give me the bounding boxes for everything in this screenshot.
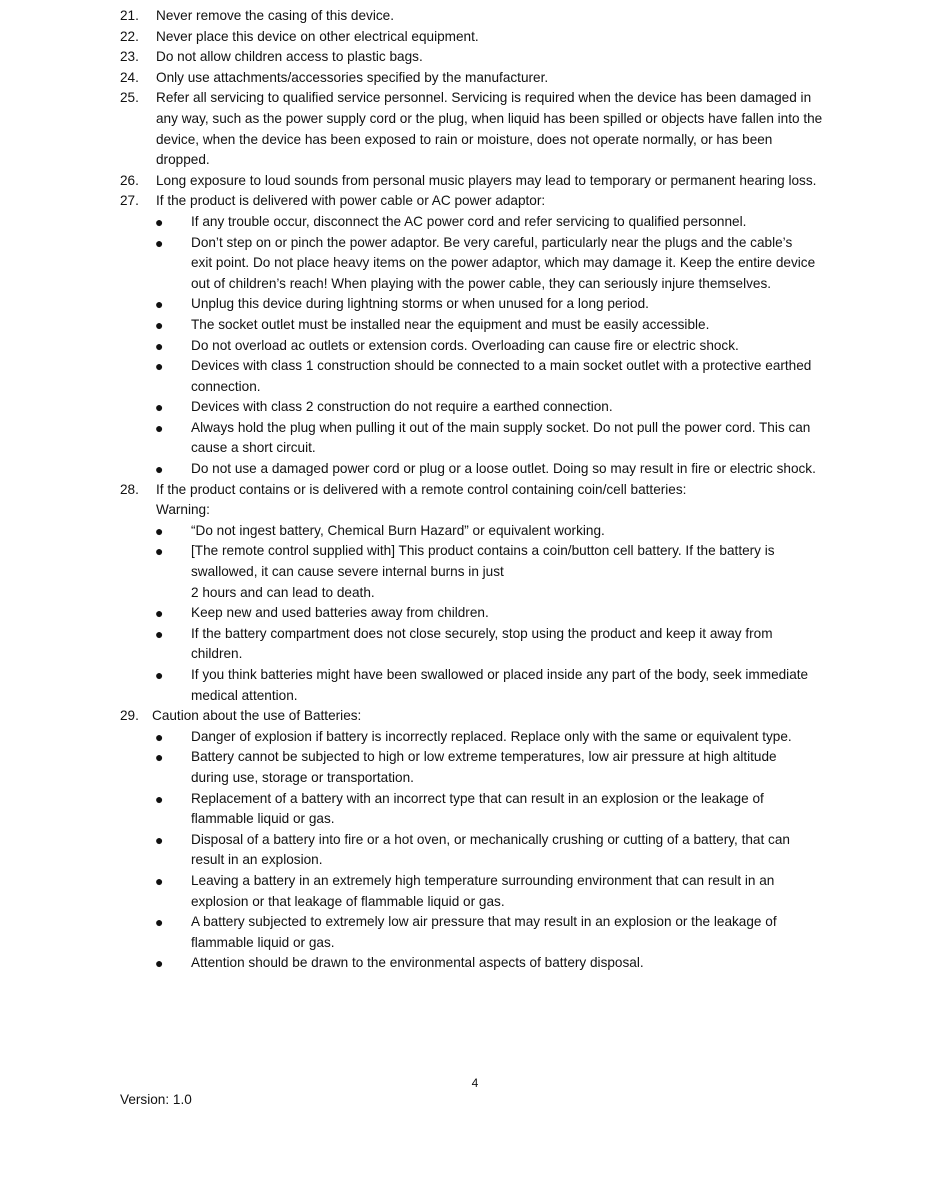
bullet-item-line	[0, 521, 950, 542]
item-number: 22.	[120, 28, 139, 44]
bullet-icon: ●	[155, 728, 164, 745]
item-text: Never remove the casing of this device.	[156, 8, 395, 23]
bullet-icon: ●	[155, 316, 164, 333]
numbered-item-line	[0, 6, 950, 27]
numbered-item-line	[0, 27, 950, 48]
bullet-item-line	[0, 892, 950, 913]
bullet-item-line	[0, 377, 950, 398]
bullet-text: medical attention.	[191, 687, 298, 703]
bullet-icon: ●	[155, 543, 164, 560]
bullet-text: Disposal of a battery into fire or a hot oven, or mechanically crushing or cutting of a battery, that can	[191, 831, 790, 847]
item-number: 23.	[120, 49, 139, 65]
item-number: 24.	[120, 69, 139, 85]
item-text: If the product is delivered with power cable or AC power adaptor:	[156, 193, 546, 209]
bullet-icon: ●	[155, 296, 164, 313]
bullet-item-line	[0, 644, 950, 665]
bullet-item-line	[0, 768, 950, 789]
bullet-item-line	[0, 933, 950, 954]
bullet-text: The socket outlet must be installed near the equipment and must be easily accessible.	[191, 316, 710, 332]
item-text: If the product contains or is delivered with a remote control containing coin/cell batteries:	[156, 481, 687, 497]
numbered-item-line	[0, 150, 950, 171]
bullet-item-line	[0, 871, 950, 892]
bullet-text: flammable liquid or gas.	[191, 934, 335, 950]
bullet-icon: ●	[155, 358, 164, 375]
bullet-item-line	[0, 912, 950, 933]
bullet-text: 2 hours and can lead to death.	[191, 584, 375, 600]
bullet-item-line	[0, 233, 950, 254]
numbered-item-line	[0, 171, 950, 192]
bullet-text: explosion or that leakage of flammable liquid or gas.	[191, 893, 505, 909]
item-text: Do not allow children access to plastic bags.	[156, 49, 423, 65]
bullet-item-line	[0, 727, 950, 748]
item-text: Warning:	[156, 502, 210, 518]
numbered-item-line	[0, 68, 950, 89]
numbered-item-line	[0, 500, 950, 521]
bullet-icon: ●	[155, 234, 164, 251]
bullet-text: Do not overload ac outlets or extension cords. Overloading can cause fire or electric shock.	[191, 337, 739, 353]
bullet-text: Always hold the plug when pulling it out of the main supply socket. Do not pull the power cord. This can	[191, 419, 811, 435]
bullet-text: Battery cannot be subjected to high or low extreme temperatures, low air pressure at high altitude	[191, 749, 777, 765]
page-number: 4	[471, 1076, 479, 1090]
bullet-text: during use, storage or transportation.	[191, 769, 414, 785]
bullet-text: exit point. Do not place heavy items on the power adaptor, which may damage it. Keep the entire device	[191, 255, 816, 271]
bullet-icon: ●	[155, 461, 164, 478]
bullet-icon: ●	[155, 625, 164, 642]
bullet-icon: ●	[155, 522, 164, 539]
bullet-icon: ●	[155, 419, 164, 436]
numbered-item-line	[0, 109, 950, 130]
bullet-text: Replacement of a battery with an incorrect type that can result in an explosion or the leakage of	[191, 790, 764, 806]
bullet-text: “Do not ingest battery, Chemical Burn Hazard” or equivalent working.	[191, 522, 605, 538]
bullet-text: cause a short circuit.	[191, 440, 316, 456]
item-text: Long exposure to loud sounds from personal music players may lead to temporary or permanent hearing loss.	[156, 172, 817, 188]
bullet-text: Danger of explosion if battery is incorrectly replaced. Replace only with the same or equivalent type.	[191, 728, 792, 744]
bullet-text: children.	[191, 646, 243, 662]
numbered-item-line	[0, 480, 950, 501]
bullet-icon: ●	[155, 790, 164, 807]
bullet-item-line	[0, 747, 950, 768]
numbered-item-line	[0, 191, 950, 212]
numbered-item-line	[0, 88, 950, 109]
bullet-text: flammable liquid or gas.	[191, 811, 335, 827]
bullet-text: result in an explosion.	[191, 852, 323, 868]
bullet-text: Devices with class 2 construction do not require a earthed connection.	[191, 399, 613, 415]
bullet-item-line	[0, 541, 950, 562]
bullet-icon: ●	[155, 831, 164, 848]
bullet-item-line	[0, 789, 950, 810]
bullet-item-line	[0, 583, 950, 604]
bullet-item-line	[0, 418, 950, 439]
document-page	[0, 6, 950, 974]
bullet-text: Keep new and used batteries away from children.	[191, 605, 489, 621]
bullet-text: [The remote control supplied with] This product contains a coin/button cell battery. If the battery is	[191, 543, 775, 559]
bullet-item-line	[0, 953, 950, 974]
bullet-icon: ●	[155, 667, 164, 683]
bullet-item-line	[0, 459, 950, 480]
bullet-icon: ●	[155, 914, 164, 931]
bullet-item-line	[0, 253, 950, 274]
item-text: any way, such as the power supply cord or the plug, when liquid has been spilled or objects have fallen into the	[156, 110, 823, 126]
bullet-item-line	[0, 809, 950, 830]
bullet-text: If any trouble occur, disconnect the AC power cord and refer servicing to qualified personnel.	[191, 213, 747, 229]
bullet-item-line	[0, 336, 950, 357]
bullet-item-line	[0, 850, 950, 871]
bullet-icon: ●	[155, 872, 164, 889]
numbered-item-line	[0, 706, 950, 727]
item-text: Caution about the use of Batteries:	[152, 708, 362, 724]
bullet-text: Devices with class 1 construction should be connected to a main socket outlet with a protective earthed	[191, 358, 812, 374]
bullet-text: connection.	[191, 378, 261, 394]
bullet-item-line	[0, 562, 950, 583]
bullet-text: Unplug this device during lightning storms or when unused for a long period.	[191, 296, 649, 312]
bullet-item-line	[0, 397, 950, 418]
bullet-text: out of children’s reach! When playing with the power cable, they can seriously injure themselves.	[191, 275, 772, 291]
bullet-item-line	[0, 438, 950, 459]
item-number: 21.	[120, 8, 139, 23]
bullet-icon: ●	[155, 399, 164, 416]
item-text: Never place this device on other electrical equipment.	[156, 28, 479, 44]
bullet-icon: ●	[155, 213, 164, 230]
version-label: Version: 1.0	[120, 1092, 192, 1107]
item-number: 25.	[120, 90, 139, 106]
bullet-item-line	[0, 212, 950, 233]
bullet-item-line	[0, 686, 950, 707]
bullet-item-line	[0, 624, 950, 645]
bullet-text: Attention should be drawn to the environmental aspects of battery disposal.	[191, 955, 644, 971]
bullet-icon: ●	[155, 955, 164, 972]
bullet-text: Leaving a battery in an extremely high temperature surrounding environment that can result in an	[191, 872, 775, 888]
item-text: Only use attachments/accessories specified by the manufacturer.	[156, 69, 549, 85]
item-text: Refer all servicing to qualified service personnel. Servicing is required when the device has been damaged in	[156, 90, 812, 106]
bullet-icon: ●	[155, 337, 164, 354]
numbered-item-line	[0, 130, 950, 151]
bullet-text: Do not use a damaged power cord or plug or a loose outlet. Doing so may result in fire or electric shock.	[191, 461, 816, 477]
bullet-item-line	[0, 356, 950, 377]
item-number: 26.	[120, 172, 139, 188]
bullet-item-line	[0, 665, 950, 686]
bullet-item-line	[0, 294, 950, 315]
item-number: 28.	[120, 481, 139, 497]
item-number: 29.	[120, 708, 139, 724]
numbered-item-line	[0, 47, 950, 68]
bullet-text: A battery subjected to extremely low air pressure that may result in an explosion or the leakage of	[191, 914, 777, 930]
bullet-item-line	[0, 274, 950, 295]
bullet-text: Don’t step on or pinch the power adaptor. Be very careful, particularly near the plugs and the cable’s	[191, 234, 793, 250]
bullet-text: If you think batteries might have been swallowed or placed inside any part of the body, seek immediate	[191, 667, 809, 682]
item-text: dropped.	[156, 152, 210, 168]
item-number: 27.	[120, 193, 139, 209]
bullet-text: If the battery compartment does not close securely, stop using the product and keep it away from	[191, 625, 773, 641]
item-text: device, when the device has been exposed to rain or moisture, does not operate normally, or has been	[156, 131, 773, 147]
bullet-icon: ●	[155, 605, 164, 622]
bullet-text: swallowed, it can cause severe internal burns in just	[191, 564, 504, 580]
bullet-icon: ●	[155, 749, 164, 766]
bullet-item-line	[0, 830, 950, 851]
bullet-item-line	[0, 603, 950, 624]
bullet-item-line	[0, 315, 950, 336]
